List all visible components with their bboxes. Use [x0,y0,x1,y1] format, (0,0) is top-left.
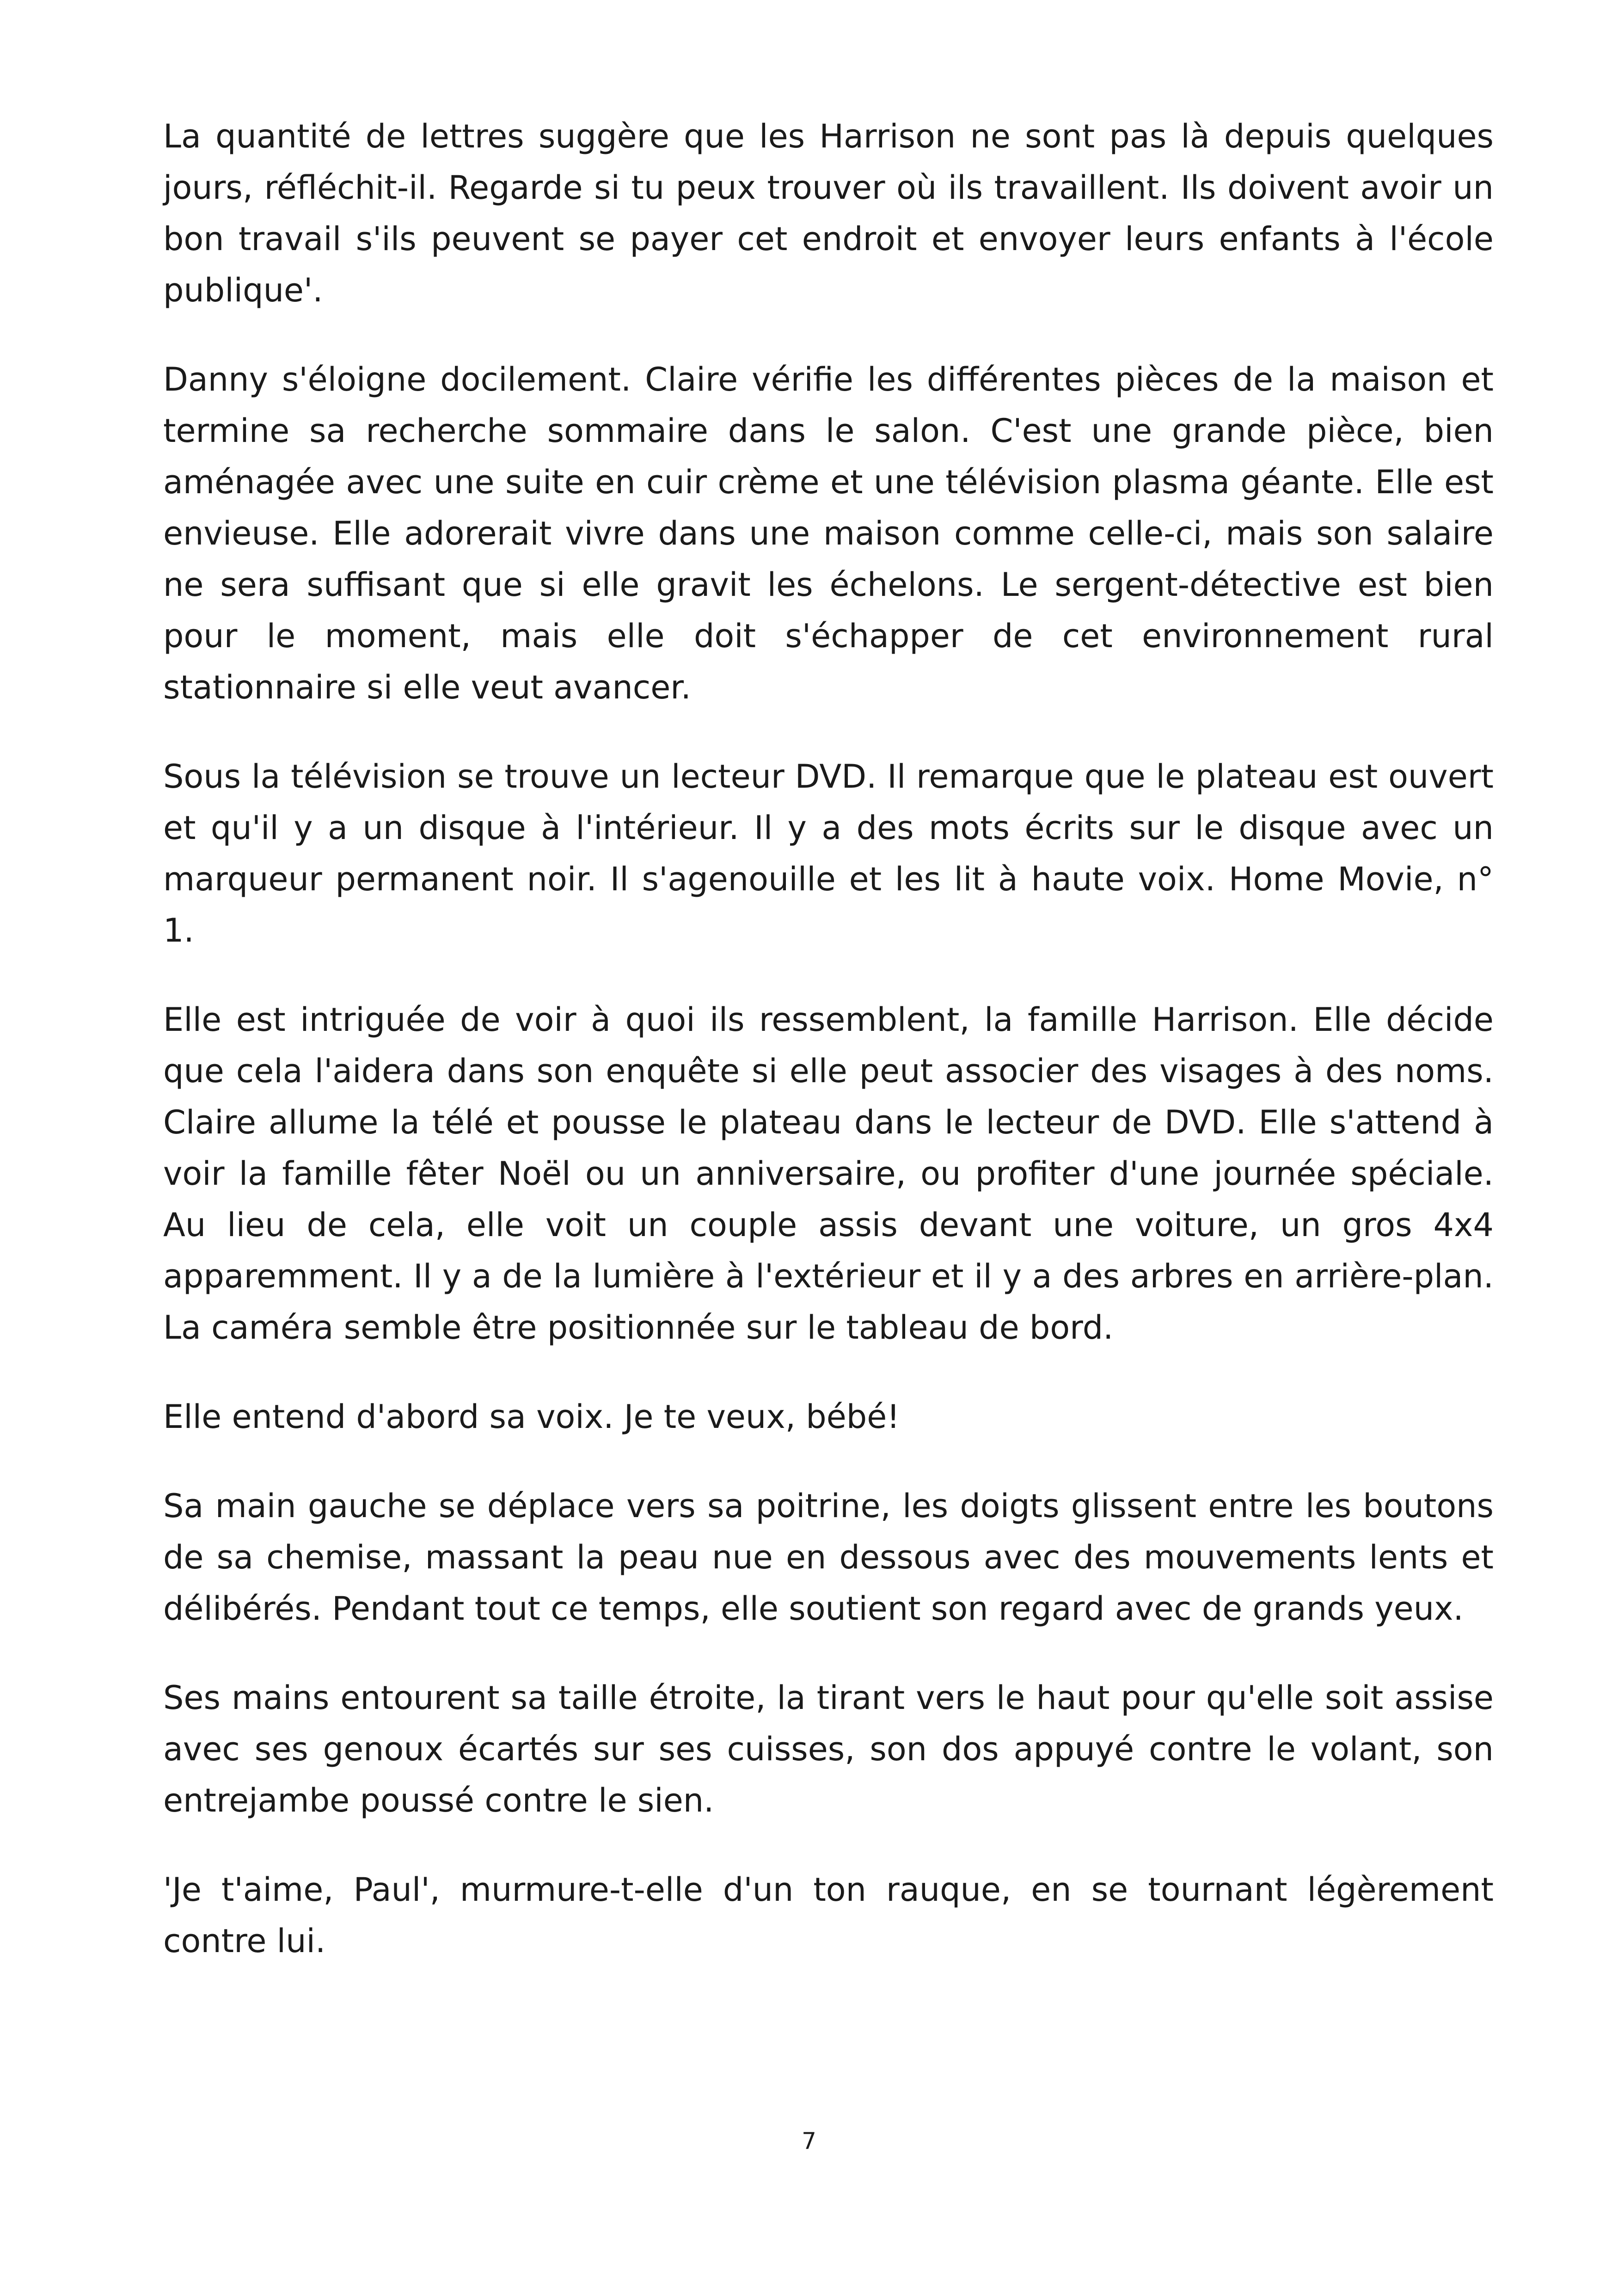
text-body [163,111,1494,2005]
paragraph-1: La quantité de lettres suggère que les Harrison ne sont pas là depuis quelques jours, réfléchit-il. Regarde si tu peux trouver où ils travaillent. Ils doivent avoir un bon travail s'ils peuvent se payer cet endroit et envoyer leurs enfants à l'école publique'. [163,117,1494,309]
paragraph-8: 'Je t'aime, Paul', murmure-t-elle d'un ton rauque, en se tournant légèrement contre lui. [163,1871,1494,1960]
paragraph-7: Ses mains entourent sa taille étroite, la tirant vers le haut pour qu'elle soit assise avec ses genoux écartés sur ses cuisses, son dos appuyé contre le volant, son entrejambe poussé contre le sien. [163,1679,1494,1819]
paragraph-5: Elle entend d'abord sa voix. Je te veux, bébé! [163,1398,900,1436]
paragraph-4: Elle est intriguée de voir à quoi ils ressemblent, la famille Harrison. Elle décide que cela l'aidera dans son enquête si elle peut associer des visages à des noms. Claire allume la télé et pousse le plateau dans le lecteur de DVD. Elle s'attend à voir la famille fêter Noël ou un anniversaire, ou profiter d'une journée spéciale. Au lieu de cela, elle voit un couple assis devant une voiture, un gros 4x4 apparemment. Il y a de la lumière à l'extérieur et il y a des arbres en arrière-plan. La caméra semble être positionnée sur le tableau de bord. [163,1001,1494,1347]
paragraph-6: Sa main gauche se déplace vers sa poitrine, les doigts glissent entre les boutons de sa chemise, massant la peau nue en dessous avec des mouvements lents et délibérés. Pendant tout ce temps, elle soutient son regard avec de grands yeux. [163,1487,1494,1628]
paragraph-3: Sous la télévision se trouve un lecteur DVD. Il remarque que le plateau est ouvert et qu'il y a un disque à l'intérieur. Il y a des mots écrits sur le disque avec un marqueur permanent noir. Il s'agenouille et les lit à haute voix. Home Movie, n° 1. [163,758,1494,949]
paragraph-2: Danny s'éloigne docilement. Claire vérifie les différentes pièces de la maison et termine sa recherche sommaire dans le salon. C'est une grande pièce, bien aménagée avec une suite en cuir crème et une télévision plasma géante. Elle est envieuse. Elle adorerait vivre dans une maison comme celle-ci, mais son salaire ne sera suffisant que si elle gravit les échelons. Le sergent-détective est bien pour le moment, mais elle doit s'échapper de cet environnement rural stationnaire si elle veut avancer. [163,361,1494,706]
page-number: 7 [802,2128,816,2155]
